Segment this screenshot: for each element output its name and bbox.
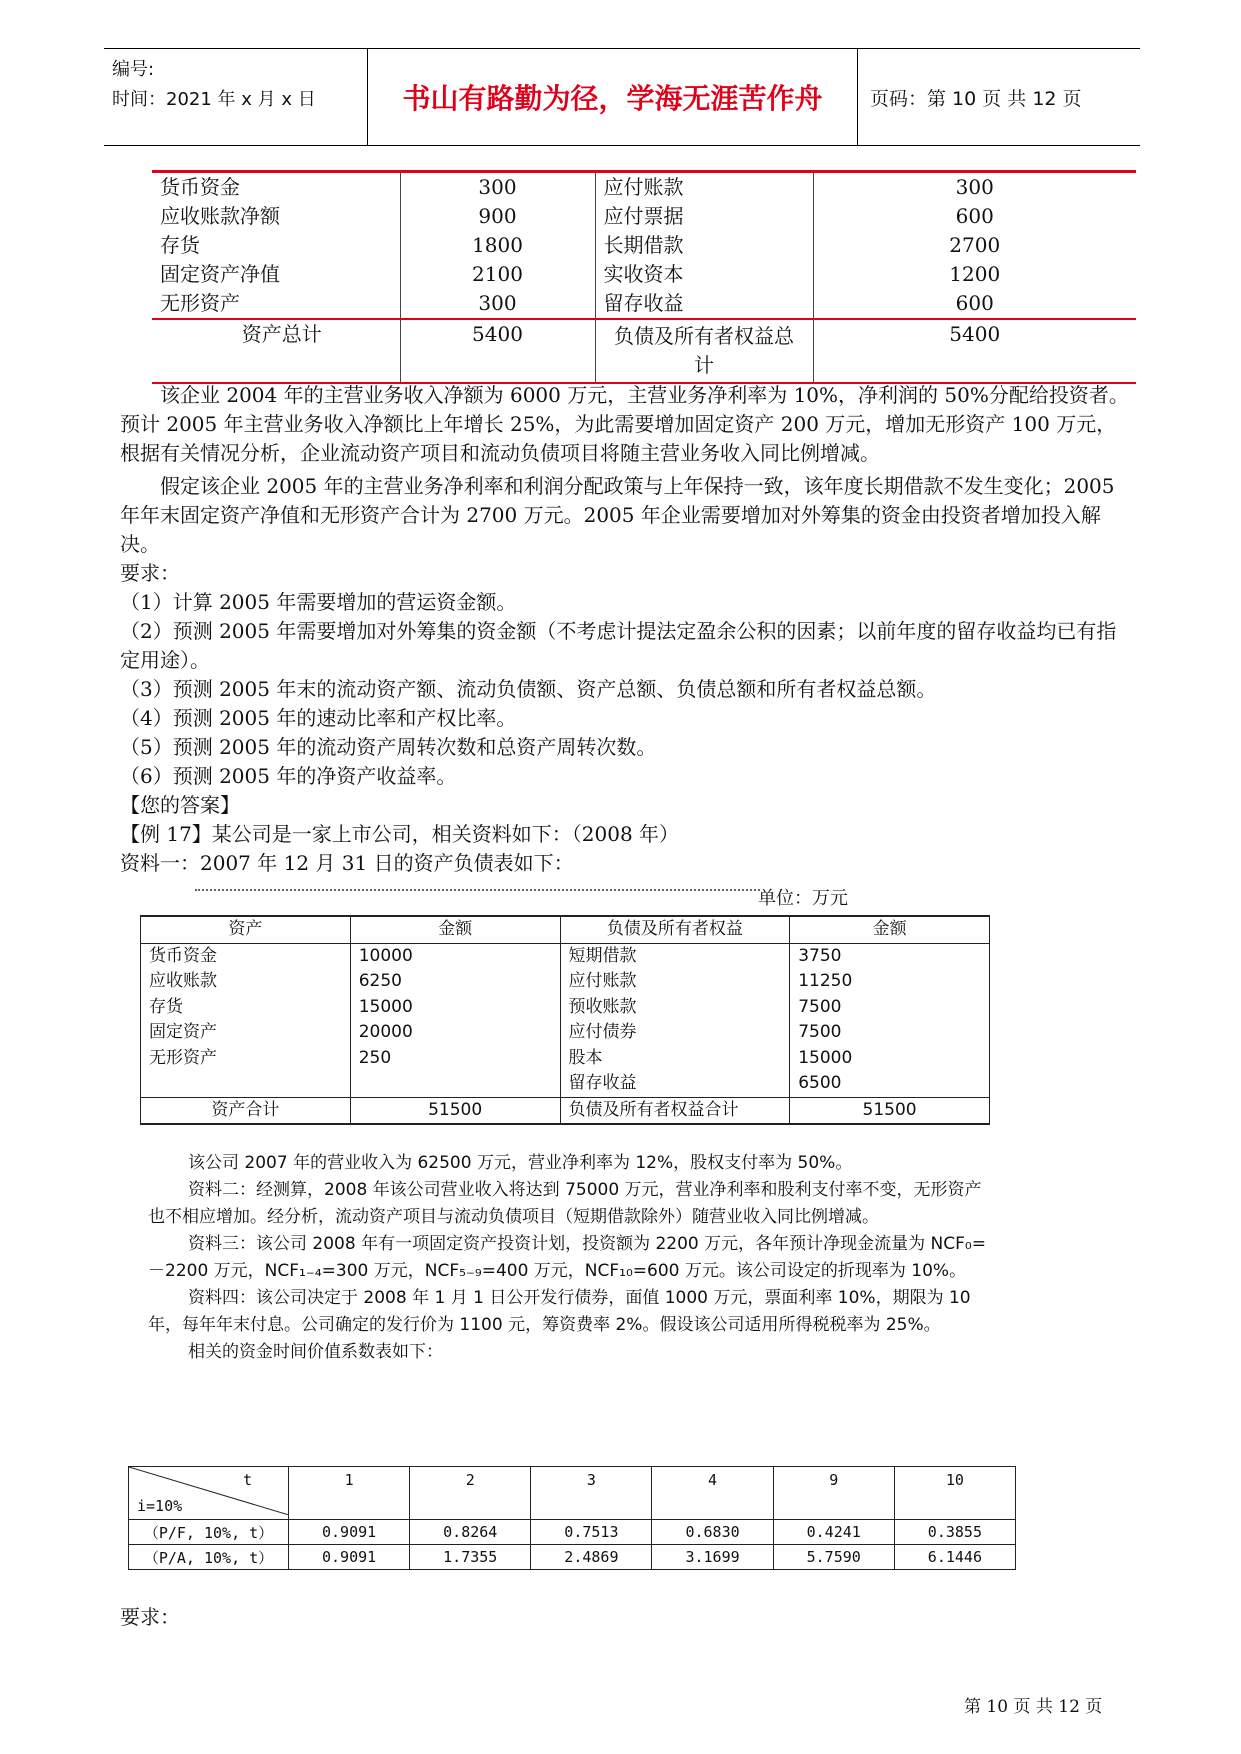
table-cell: 应付账款 (595, 172, 813, 203)
table-header-row (129, 1467, 1016, 1520)
table-total-row (141, 1097, 990, 1124)
table-cell: 600 (813, 202, 1136, 231)
table-row (129, 1545, 1016, 1570)
table-row (141, 1046, 990, 1072)
number-label: 编号: (112, 59, 155, 80)
table-cell: 货币资金 (141, 943, 351, 969)
table-cell: 资产合计 (141, 1097, 351, 1124)
table-row (152, 260, 1136, 289)
paragraph: 资料三：该公司 2008 年有一项固定资产投资计划，投资额为 2200 万元，各年预计净现金流量为 NCF₀= －2200 万元，NCF₁₋₄=300 万元，NCF₅₋₉=400 万元，NCF₁₀=600 万元。该公司设定的折现率为 10%。 (148, 1234, 986, 1281)
table-cell: 无形资产 (141, 1046, 351, 1072)
question-item: （1）计算 2005 年需要增加的营运资金额。 (120, 590, 517, 614)
table-cell: 2100 (400, 260, 595, 289)
corner-label-i: i=10% (137, 1497, 183, 1515)
table-cell: 应收账款净额 (160, 204, 280, 228)
table-header-cell: 1 (289, 1467, 410, 1520)
requirements-heading: 要求： (120, 1605, 180, 1629)
table-row (141, 995, 990, 1021)
table-row (152, 289, 1136, 319)
table-cell: 15000 (350, 995, 560, 1021)
table-cell: 存货 (141, 995, 351, 1021)
dotted-leader (195, 889, 760, 891)
body-text (120, 381, 1132, 878)
table-header-cell: 金额 (350, 916, 560, 943)
question-item: （4）预测 2005 年的速动比率和产权比率。 (120, 706, 517, 730)
table-cell: 0.8264 (410, 1520, 531, 1545)
answer-heading: 【您的答案】 (120, 793, 240, 817)
time-label: 时间：2021 年 x 月 x 日 (112, 89, 316, 110)
table-cell: 0.9091 (289, 1520, 410, 1545)
paragraph: 资料二：经测算，2008 年该公司营业收入将达到 75000 万元，营业净利率和股利支付率不变，无形资产也不相应增加。经分析，流动资产项目与流动负债项目（短期借款除外）随营业收入同比例增减。 (148, 1180, 982, 1227)
table-cell: 应付账款 (560, 969, 790, 995)
table-cell (141, 1071, 351, 1097)
table-cell: 短期借款 (560, 943, 790, 969)
table-header-cell: 金额 (790, 916, 990, 943)
table-header-cell: 2 (410, 1467, 531, 1520)
balance-sheet-table-2004 (152, 170, 1136, 384)
table-cell: 300 (813, 172, 1136, 203)
table-cell: 300 (400, 172, 595, 203)
corner-label-t: t (242, 1471, 252, 1489)
table-cell: 6.1446 (894, 1545, 1015, 1570)
table-cell: 应付债券 (560, 1020, 790, 1046)
table-header-cell: 资产 (141, 916, 351, 943)
table-cell: 1.7355 (410, 1545, 531, 1570)
page-header (104, 48, 1140, 146)
table-header-cell: 负债及所有者权益 (560, 916, 790, 943)
table-row (152, 172, 1136, 203)
question-item: （6）预测 2005 年的净资产收益率。 (120, 764, 457, 788)
table-cell: 货币资金 (152, 172, 400, 203)
table-cell: 6500 (790, 1071, 990, 1097)
table-cell: 无形资产 (160, 291, 240, 315)
example-heading: 【例 17】某公司是一家上市公司，相关资料如下：（2008 年） (120, 822, 680, 846)
table-cell: 3.1699 (652, 1545, 773, 1570)
table-cell: 11250 (790, 969, 990, 995)
table-total-row (152, 319, 1136, 383)
table-cell: 1800 (400, 231, 595, 260)
table-row (141, 943, 990, 969)
unit-label: 单位：万元 (758, 888, 848, 909)
table-cell: 250 (350, 1046, 560, 1072)
table-cell: 7500 (790, 1020, 990, 1046)
table-cell: 300 (400, 289, 595, 319)
table-row (152, 202, 1136, 231)
question-item: （3）预测 2005 年末的流动资产额、流动负债额、资产总额、负债总额和所有者权益总额。 (120, 677, 937, 701)
balance-sheet-table-2007 (140, 915, 990, 1125)
table-header-cell: 9 (773, 1467, 894, 1520)
table-cell: 6250 (350, 969, 560, 995)
table-cell: 2.4869 (531, 1545, 652, 1570)
time-value-coefficient-table (128, 1466, 1016, 1570)
table-row (141, 1020, 990, 1046)
table-cell: 实收资本 (595, 260, 813, 289)
table-cell: 资产总计 (152, 319, 400, 383)
table-cell: 股本 (560, 1046, 790, 1072)
table-header-cell: 10 (894, 1467, 1015, 1520)
page-footer: 第 10 页 共 12 页 (964, 1697, 1103, 1717)
scanned-text (148, 1150, 998, 1366)
table-cell: 0.3855 (894, 1520, 1015, 1545)
question-item: （5）预测 2005 年的流动资产周转次数和总资产周转次数。 (120, 735, 657, 759)
table-cell: 1200 (813, 260, 1136, 289)
table-row (141, 969, 990, 995)
paragraph: 资料四：该公司决定于 2008 年 1 月 1 日公开发行债券，面值 1000 万元，票面利率 10%，期限为 10 年，每年年末付息。公司确定的发行价为 1100 元，筹资费率 2%。假设该公司适用所得税税率为 25%。 (148, 1288, 971, 1335)
table-cell: 固定资产净值 (160, 262, 280, 286)
table-cell: 预收账款 (560, 995, 790, 1021)
header-meta (112, 49, 362, 151)
table-cell: 0.9091 (289, 1545, 410, 1570)
table-cell: 应收账款 (141, 969, 351, 995)
table-cell: 15000 (790, 1046, 990, 1072)
table-header-cell: 4 (652, 1467, 773, 1520)
table-cell: 0.6830 (652, 1520, 773, 1545)
table-cell: 51500 (790, 1097, 990, 1124)
table-cell: 7500 (790, 995, 990, 1021)
table-cell: 0.4241 (773, 1520, 894, 1545)
table-cell: 5400 (813, 319, 1136, 383)
table-cell: 3750 (790, 943, 990, 969)
row-label: （P/F, 10%, t） (129, 1520, 289, 1545)
row-label: （P/A, 10%, t） (129, 1545, 289, 1570)
table-cell: 应付票据 (595, 202, 813, 231)
paragraph: 该企业 2004 年的主营业务收入净额为 6000 万元，主营业务净利率为 10%，净利润的 50%分配给投资者。预计 2005 年主营业务收入净额比上年增长 25%，为此需要增加固定资产 200 万元，增加无形资产 100 万元，根据有关情况分析，企业流动资产项目和流动负债项目将随主营业务收入同比例增减。 (120, 383, 1129, 465)
table-cell: 2700 (813, 231, 1136, 260)
table-cell: 留存收益 (560, 1071, 790, 1097)
table-header-row (141, 916, 990, 943)
table-cell (350, 1071, 560, 1097)
header-motto: 书山有路勤为径，学海无涯苦作舟 (402, 82, 823, 115)
table-row (129, 1520, 1016, 1545)
table-cell: 20000 (350, 1020, 560, 1046)
question-item: （2）预测 2005 年需要增加对外筹集的资金额（不考虑计提法定盈余公积的因素；以前年度的留存收益均已有指定用途）。 (120, 619, 1117, 672)
table-cell: 负债及所有者权益合计 (560, 1097, 790, 1124)
table-cell: 5400 (400, 319, 595, 383)
table-cell: 900 (400, 202, 595, 231)
table-cell: 长期借款 (595, 231, 813, 260)
paragraph: 该公司 2007 年的营业收入为 62500 万元，营业净利率为 12%，股权支付率为 50%。 (188, 1153, 853, 1173)
table-cell: 0.7513 (531, 1520, 652, 1545)
table-row (141, 1071, 990, 1097)
table-header-cell: 3 (531, 1467, 652, 1520)
table-cell: 负债及所有者权益总计 (595, 319, 813, 383)
table-cell: 10000 (350, 943, 560, 969)
table-cell: 存货 (160, 233, 200, 257)
table-cell: 600 (813, 289, 1136, 319)
requirements-heading: 要求： (120, 561, 180, 585)
header-page-info: 页码：第 10 页 共 12 页 (870, 87, 1082, 110)
paragraph: 相关的资金时间价值系数表如下： (188, 1342, 443, 1362)
table-cell: 5.7590 (773, 1545, 894, 1570)
data-heading: 资料一：2007 年 12 月 31 日的资产负债表如下： (120, 851, 574, 875)
table-row (152, 231, 1136, 260)
paragraph: 假定该企业 2005 年的主营业务净利率和利润分配政策与上年保持一致，该年度长期借款不发生变化；2005 年年末固定资产净值和无形资产合计为 2700 万元。2005 年企业需要增加对外筹集的资金由投资者增加投入解决。 (120, 474, 1115, 556)
table-corner-cell (129, 1467, 289, 1520)
table-cell: 留存收益 (595, 289, 813, 319)
table-cell: 51500 (350, 1097, 560, 1124)
table-cell: 固定资产 (141, 1020, 351, 1046)
